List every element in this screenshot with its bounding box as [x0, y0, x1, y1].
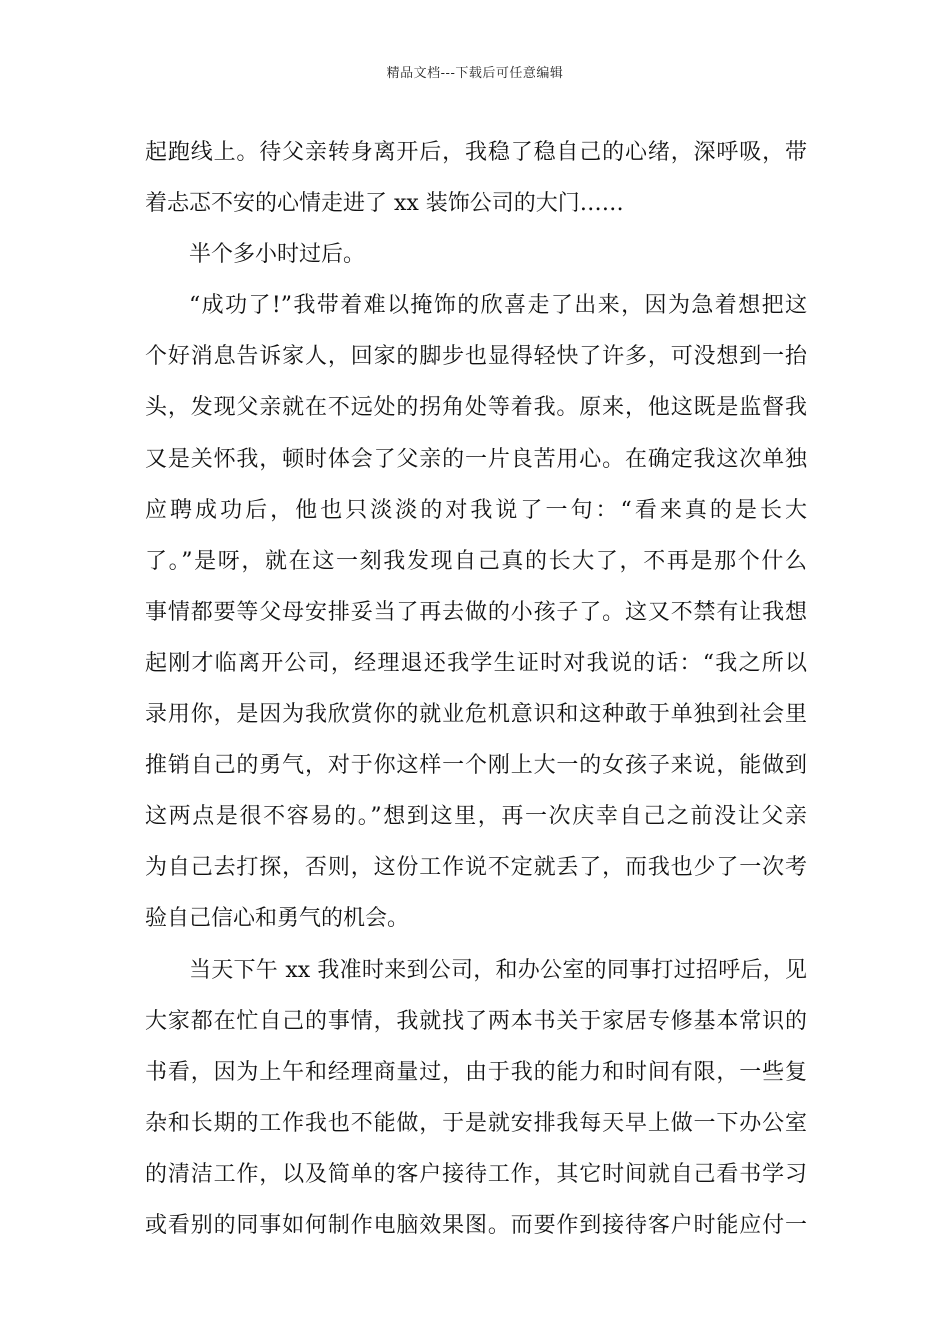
text-line: 起刚才临离开公司，经理退还我学生证时对我说的话：“我之所以 [145, 650, 807, 676]
text-line: 半个多小时过后。 [189, 242, 366, 268]
text-line: 又是关怀我，顿时体会了父亲的一片良苦用心。在确定我这次单独 [145, 446, 807, 472]
paragraph [145, 945, 807, 1252]
document-body [145, 127, 807, 1251]
text-line: 为自己去打探，否则，这份工作说不定就丢了，而我也少了一次考 [145, 855, 807, 881]
text-line: 验自己信心和勇气的机会。 [145, 906, 410, 932]
text-line: 推销自己的勇气，对于你这样一个刚上大一的女孩子来说，能做到 [145, 753, 807, 779]
text-line: 了。”是呀，就在这一刻我发现自己真的长大了，不再是那个什么 [145, 548, 807, 574]
text-line: 着忐忑不安的心情走进了 xx 装饰公司的大门…… [145, 191, 624, 217]
text-line: 或看别的同事如何制作电脑效果图。而要作到接待客户时能应付一 [145, 1212, 807, 1238]
paragraph [145, 127, 807, 229]
paragraph [145, 280, 807, 944]
text-line: 起跑线上。待父亲转身离开后，我稳了稳自己的心绪，深呼吸，带 [145, 140, 807, 165]
text-line: 事情都要等父母安排妥当了再去做的小孩子了。这又不禁有让我想 [145, 599, 807, 625]
text-line: 个好消息告诉家人，回家的脚步也显得轻快了许多，可没想到一抬 [145, 344, 807, 370]
text-line: 的清洁工作，以及简单的客户接待工作，其它时间就自己看书学习 [145, 1161, 807, 1187]
text-line: 杂和长期的工作我也不能做，于是就安排我每天早上做一下办公室 [145, 1110, 807, 1136]
text-line: 头，发现父亲就在不远处的拐角处等着我。原来，他这既是监督我 [145, 395, 807, 421]
paragraph [145, 229, 807, 280]
text-line: 这两点是很不容易的。”想到这里，再一次庆幸自己之前没让父亲 [145, 804, 807, 830]
text-line: 书看，因为上午和经理商量过，由于我的能力和时间有限，一些复 [145, 1059, 807, 1085]
text-line: “成功了!”我带着难以掩饰的欣喜走了出来，因为急着想把这 [189, 293, 807, 319]
text-line: 当天下午 xx 我准时来到公司，和办公室的同事打过招呼后，见 [189, 957, 807, 983]
text-line: 大家都在忙自己的事情，我就找了两本书关于家居专修基本常识的 [145, 1008, 807, 1034]
text-line: 应聘成功后，他也只淡淡的对我说了一句：“看来真的是长大 [145, 497, 807, 523]
page-header: 精品文档---下载后可任意编辑 [386, 66, 564, 81]
text-line: 录用你，是因为我欣赏你的就业危机意识和这种敢于单独到社会里 [145, 702, 807, 728]
